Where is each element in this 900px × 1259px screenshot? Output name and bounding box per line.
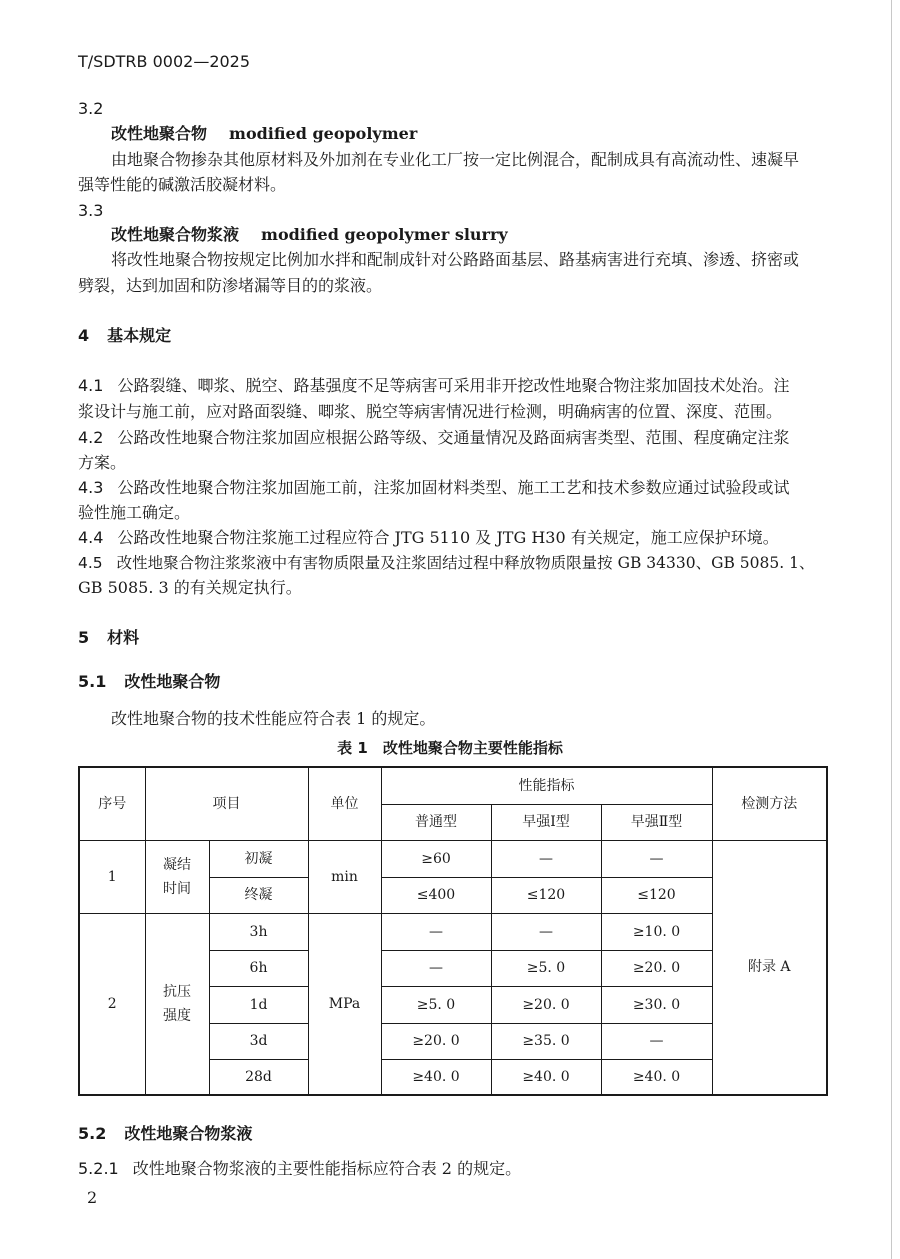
cell-normal: —: [381, 950, 491, 986]
clause-number: 5.2.1: [78, 1159, 119, 1178]
clause-number: 4.1: [78, 376, 104, 395]
section-number: 5.1: [78, 672, 107, 691]
section-title: 改性地聚合物浆液: [124, 1124, 253, 1143]
section-3-2-term: [111, 122, 417, 146]
clause-4-4-line1: [78, 526, 779, 550]
cell-early-2: —: [601, 840, 712, 877]
cell-normal: —: [381, 913, 491, 950]
table-1: [78, 766, 828, 1096]
table-1-caption: 表 1 改性地聚合物主要性能指标: [337, 739, 563, 757]
cell-early-1: ≥40. 0: [491, 1059, 601, 1095]
section-title: 材料: [107, 628, 140, 647]
cell-early-1: —: [491, 913, 601, 950]
page-edge-line: [891, 0, 892, 1259]
clause-5-2-1: [78, 1157, 521, 1181]
cell-normal: ≥40. 0: [381, 1059, 491, 1095]
section-number: 4: [78, 326, 90, 345]
clause-4-3-line1: [78, 476, 789, 500]
sub-item: 6h: [209, 950, 308, 986]
clause-4-5-line2: GB 5085. 3 的有关规定执行。: [78, 578, 302, 597]
cell-early-2: —: [601, 1023, 712, 1059]
cell-normal: ≤400: [381, 877, 491, 913]
section-4-heading: [78, 324, 171, 348]
header-item: 项目: [145, 767, 308, 840]
clause-text: 公路改性地聚合物注浆施工过程应符合 JTG 5110 及 JTG H30 有关规定，施工应保护环境。: [117, 528, 779, 547]
term-en: modified geopolymer: [229, 124, 418, 143]
clause-number: 4.3: [78, 478, 104, 497]
section-3-3-term: [111, 223, 508, 247]
cell-normal: ≥20. 0: [381, 1023, 491, 1059]
cell-early-2: ≥10. 0: [601, 913, 712, 950]
section-3-3-definition-line2: 劈裂，达到加固和防渗堵漏等目的的浆液。: [78, 276, 383, 295]
test-method-cell: 附录 A: [712, 840, 827, 1095]
section-5-1-text: 改性地聚合物的技术性能应符合表 1 的规定。: [111, 709, 436, 728]
sub-item: 终凝: [209, 877, 308, 913]
section-3-3-definition-line1: 将改性地聚合物按规定比例加水拌和配制成针对公路路面基层、路基病害进行充填、渗透、挤密或: [111, 250, 800, 269]
section-number: 5: [78, 628, 90, 647]
term-cn: 改性地聚合物: [111, 124, 208, 143]
term-cn: 改性地聚合物浆液: [111, 225, 240, 244]
cell-early-1: ≥20. 0: [491, 986, 601, 1023]
table-row: [79, 840, 827, 877]
cell-early-2: ≥40. 0: [601, 1059, 712, 1095]
header-type-early-2: 早强Ⅱ型: [601, 804, 712, 840]
clause-4-2-line2: 方案。: [78, 453, 127, 472]
cell-early-2: ≥30. 0: [601, 986, 712, 1023]
group-2-seq: 2: [79, 913, 145, 1095]
cell-early-2: ≥20. 0: [601, 950, 712, 986]
section-3-2-number: 3.2: [78, 99, 104, 118]
sub-item: 1d: [209, 986, 308, 1023]
section-5-heading: [78, 626, 139, 650]
header-unit: 单位: [308, 767, 381, 840]
group-1-unit: min: [308, 840, 381, 913]
sub-item: 初凝: [209, 840, 308, 877]
cell-early-2: ≤120: [601, 877, 712, 913]
section-title: 基本规定: [107, 326, 172, 345]
cell-early-1: ≥5. 0: [491, 950, 601, 986]
cell-early-1: ≥35. 0: [491, 1023, 601, 1059]
section-5-2-heading: [78, 1122, 252, 1146]
clause-text: 公路改性地聚合物注浆加固应根据公路等级、交通量情况及路面病害类型、范围、程度确定注浆: [117, 428, 790, 447]
cell-normal: ≥60: [381, 840, 491, 877]
header-test-method: 检测方法: [712, 767, 827, 840]
clause-text: 公路改性地聚合物注浆加固施工前，注浆加固材料类型、施工工艺和技术参数应通过试验段或试: [117, 478, 790, 497]
page-number: 2: [87, 1188, 98, 1207]
clause-number: 4.2: [78, 428, 104, 447]
clause-4-1-line2: 浆设计与施工前，应对路面裂缝、唧浆、脱空等病害情况进行检测，明确病害的位置、深度、范围。: [78, 402, 783, 421]
doc-id-header: T/SDTRB 0002—2025: [78, 52, 251, 71]
clause-4-2-line1: [78, 426, 789, 450]
cell-normal: ≥5. 0: [381, 986, 491, 1023]
header-type-normal: 普通型: [381, 804, 491, 840]
header-type-early-1: 早强Ⅰ型: [491, 804, 601, 840]
clause-4-3-line2: 验性施工确定。: [78, 503, 191, 522]
term-en: modified geopolymer slurry: [261, 225, 508, 244]
section-3-2-definition-line2: 强等性能的碱激活胶凝材料。: [78, 175, 287, 194]
clause-text: 改性地聚合物浆液的主要性能指标应符合表 2 的规定。: [132, 1159, 522, 1178]
cell-early-1: —: [491, 840, 601, 877]
table-header-row-1: [79, 767, 827, 804]
group-1-name: 凝结 时间: [145, 840, 209, 913]
clause-text: 公路裂缝、唧浆、脱空、路基强度不足等病害可采用非开挖改性地聚合物注浆加固技术处治。注: [117, 376, 790, 395]
clause-number: 4.4: [78, 528, 104, 547]
section-number: 5.2: [78, 1124, 107, 1143]
clause-4-1-line1: [78, 374, 789, 398]
header-performance: 性能指标: [381, 767, 712, 804]
section-3-2-definition-line1: 由地聚合物掺杂其他原材料及外加剂在专业化工厂按一定比例混合，配制成具有高流动性、速凝早: [111, 150, 800, 169]
sub-item: 3d: [209, 1023, 308, 1059]
clause-number: 4.5: [78, 554, 103, 572]
section-5-1-heading: [78, 670, 220, 694]
sub-item: 3h: [209, 913, 308, 950]
group-2-name: 抗压 强度: [145, 913, 209, 1095]
header-seq: 序号: [79, 767, 145, 840]
group-1-seq: 1: [79, 840, 145, 913]
sub-item: 28d: [209, 1059, 308, 1095]
clause-4-5-line1: [78, 551, 814, 575]
section-title: 改性地聚合物: [124, 672, 221, 691]
section-3-3-number: 3.3: [78, 201, 104, 220]
clause-text: 改性地聚合物注浆浆液中有害物质限量及注浆固结过程中释放物质限量按 GB 34330、GB 5085. 1、: [116, 554, 815, 572]
group-2-unit: MPa: [308, 913, 381, 1095]
cell-early-1: ≤120: [491, 877, 601, 913]
